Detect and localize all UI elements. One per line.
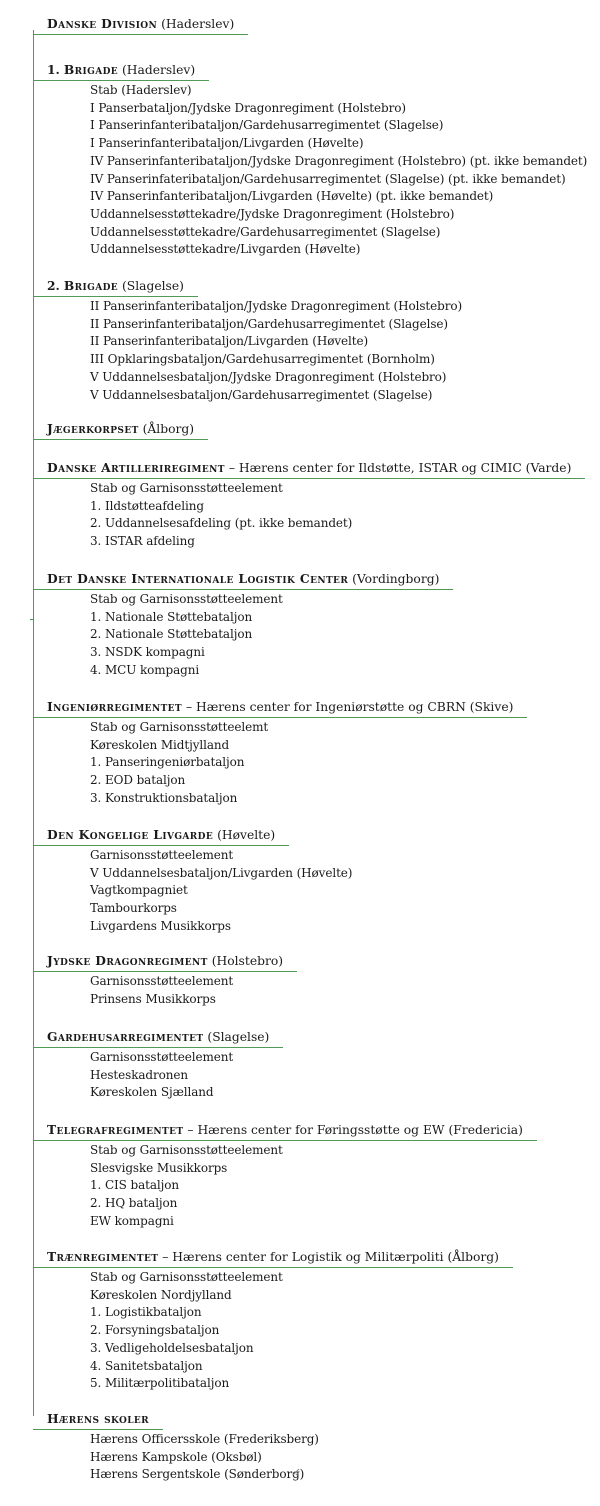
section bbox=[33, 275, 462, 404]
unit-item: Uddannelsesstøttekadre/Livgarden (Høvelte) bbox=[90, 242, 361, 257]
unit-item: Hærens Sergentskole (Sønderborg) bbox=[90, 1467, 305, 1482]
unit-item: II Panserinfanteribataljon/Jydske Dragonregiment (Holstebro) bbox=[90, 299, 463, 313]
section-name: Gardehusarregimentet bbox=[47, 1029, 204, 1044]
unit-list bbox=[33, 1431, 319, 1484]
section-heading bbox=[33, 827, 289, 846]
section-heading bbox=[33, 699, 527, 718]
unit-item: IV Panserinfateribataljon/Gardehusarregimentet (Slagelse) (pt. ikke bemandet) bbox=[90, 171, 566, 186]
section-suffix: (Holstebro) bbox=[211, 954, 284, 968]
section-suffix: (Vordingborg) bbox=[352, 572, 440, 586]
unit-list bbox=[33, 1142, 537, 1231]
section bbox=[33, 1246, 513, 1393]
unit-item: II Panserinfanteribataljon/Livgarden (Høvelte) bbox=[90, 334, 369, 349]
section-name: Det Danske Internationale Logistik Center bbox=[47, 571, 349, 586]
section-number: 2. bbox=[47, 278, 60, 293]
unit-item: 2. Nationale Støttebataljon bbox=[90, 627, 253, 642]
section-name: Jydske Dragonregiment bbox=[47, 953, 208, 968]
division-location: (Haderslev) bbox=[161, 17, 235, 31]
unit-item: 5. Militærpolitibataljon bbox=[90, 1376, 230, 1391]
unit-item: 4. MCU kompagni bbox=[90, 662, 200, 677]
unit-item: Livgardens Musikkorps bbox=[90, 918, 231, 933]
unit-list bbox=[33, 847, 352, 936]
unit-list bbox=[33, 1269, 513, 1393]
resize-grip-icon bbox=[292, 1468, 300, 1476]
section-name: Danske Artilleriregiment bbox=[47, 460, 225, 475]
unit-item: Stab og Garnisonsstøtteelement bbox=[90, 1143, 283, 1157]
unit-item: I Panserbataljon/Jydske Dragonregiment (Holstebro) bbox=[90, 100, 406, 115]
section-number: 1. bbox=[47, 62, 60, 77]
unit-item: Prinsens Musikkorps bbox=[90, 991, 216, 1006]
unit-item: Køreskolen Sjælland bbox=[90, 1085, 214, 1100]
section-name: Brigade bbox=[63, 62, 119, 77]
section bbox=[33, 568, 453, 680]
unit-list bbox=[33, 973, 297, 1008]
section-heading bbox=[33, 1029, 283, 1048]
unit-item: Hærens Officersskole (Frederiksberg) bbox=[90, 1432, 319, 1446]
unit-item: Stab og Garnisonsstøtteelement bbox=[90, 481, 283, 495]
unit-item: 1. Nationale Støttebataljon bbox=[90, 609, 253, 624]
unit-item: V Uddannelsesbataljon/Gardehusarregimentet (Slagelse) bbox=[90, 387, 433, 402]
section-name: Den Kongelige Livgarde bbox=[47, 827, 214, 842]
unit-item: EW kompagni bbox=[90, 1213, 174, 1228]
unit-item: Stab (Haderslev) bbox=[90, 83, 192, 97]
unit-item: II Panserinfanteribataljon/Gardehusarregimentet (Slagelse) bbox=[90, 316, 449, 331]
unit-item: III Opklaringsbataljon/Gardehusarregimentet (Bornholm) bbox=[90, 352, 435, 367]
section bbox=[33, 1119, 537, 1231]
section bbox=[33, 59, 587, 259]
section-name: Trænregimentet bbox=[47, 1249, 159, 1264]
unit-item: Stab og Garnisonsstøtteelement bbox=[90, 1270, 283, 1284]
section-suffix: (Ålborg) bbox=[142, 422, 195, 436]
unit-item: Uddannelsesstøttekadre/Jydske Dragonregiment (Holstebro) bbox=[90, 206, 455, 221]
unit-item: IV Panserinfanteribataljon/Jydske Dragonregiment (Holstebro) (pt. ikke bemandet) bbox=[90, 153, 588, 168]
unit-item: I Panserinfanteribataljon/Livgarden (Høvelte) bbox=[90, 136, 364, 151]
unit-item: V Uddannelsesbataljon/Jydske Dragonregiment (Holstebro) bbox=[90, 369, 447, 384]
unit-item: 1. Logistikbataljon bbox=[90, 1305, 202, 1320]
section-heading bbox=[33, 1249, 513, 1268]
unit-item: 3. Vedligeholdelsesbataljon bbox=[90, 1340, 254, 1355]
section-suffix: – Hærens center for Ildstøtte, ISTAR og CIMIC (Varde) bbox=[228, 461, 572, 475]
unit-item: 3. NSDK kompagni bbox=[90, 645, 205, 660]
section bbox=[33, 1408, 319, 1484]
unit-item: Hærens Kampskole (Oksbøl) bbox=[90, 1449, 262, 1464]
unit-item: 2. EOD bataljon bbox=[90, 773, 186, 788]
unit-list bbox=[33, 82, 587, 259]
section-heading bbox=[33, 571, 453, 590]
section-name: Jægerkorpset bbox=[47, 421, 139, 436]
section-name: Telegrafregimentet bbox=[47, 1122, 184, 1137]
unit-item: Garnisonsstøtteelement bbox=[90, 974, 234, 988]
unit-item: Uddannelsesstøttekadre/Gardehusarregimentet (Slagelse) bbox=[90, 224, 441, 239]
unit-item: Garnisonsstøtteelement bbox=[90, 1050, 234, 1064]
section bbox=[33, 824, 352, 936]
unit-item: Garnisonsstøtteelement bbox=[90, 848, 234, 862]
division-title bbox=[33, 16, 248, 35]
unit-item: Hesteskadronen bbox=[90, 1067, 189, 1082]
unit-item: 1. Ildstøtteafdeling bbox=[90, 498, 204, 513]
unit-item: Vagtkompagniet bbox=[90, 883, 188, 898]
section-heading bbox=[33, 953, 297, 972]
section-suffix: (Høvelte) bbox=[217, 828, 276, 842]
unit-list bbox=[33, 298, 462, 404]
unit-item: Køreskolen Midtjylland bbox=[90, 737, 230, 752]
section-heading bbox=[33, 421, 208, 440]
section-heading bbox=[33, 1122, 537, 1141]
unit-item: 2. Uddannelsesafdeling (pt. ikke bemandet) bbox=[90, 516, 353, 531]
unit-item: Slesvigske Musikkorps bbox=[90, 1160, 228, 1175]
unit-item: 1. Panseringeniørbataljon bbox=[90, 755, 245, 770]
division-header bbox=[33, 13, 248, 35]
section bbox=[33, 1026, 283, 1102]
unit-item: Tambourkorps bbox=[90, 901, 177, 916]
section-suffix: (Haderslev) bbox=[121, 63, 196, 77]
unit-item: 3. Konstruktionsbataljon bbox=[90, 790, 238, 805]
unit-item: Stab og Garnisonsstøtteelement bbox=[90, 592, 283, 606]
unit-list bbox=[33, 1049, 283, 1102]
section-suffix: – Hærens center for Ingeniørstøtte og CBRN (Skive) bbox=[185, 700, 514, 714]
section bbox=[33, 457, 585, 551]
unit-item: 1. CIS bataljon bbox=[90, 1178, 180, 1193]
unit-item: Køreskolen Nordjylland bbox=[90, 1287, 232, 1302]
section-name: Brigade bbox=[63, 278, 119, 293]
unit-item: IV Panserinfanteribataljon/Livgarden (Høvelte) (pt. ikke bemandet) bbox=[90, 189, 494, 204]
unit-item: V Uddannelsesbataljon/Livgarden (Høvelte) bbox=[90, 865, 353, 880]
section bbox=[33, 950, 297, 1008]
section-name: Hærens skoler bbox=[47, 1411, 150, 1426]
section-heading bbox=[33, 278, 198, 297]
unit-item: 2. HQ bataljon bbox=[90, 1196, 178, 1211]
section bbox=[33, 418, 208, 440]
unit-item: 2. Forsyningsbataljon bbox=[90, 1323, 220, 1338]
section-suffix: (Slagelse) bbox=[121, 279, 184, 293]
section-suffix: – Hærens center for Føringsstøtte og EW (Fredericia) bbox=[187, 1123, 523, 1137]
section bbox=[33, 696, 527, 808]
unit-item: I Panserinfanteribataljon/Gardehusarregimentet (Slagelse) bbox=[90, 118, 444, 133]
unit-list bbox=[33, 591, 453, 680]
unit-item: 3. ISTAR afdeling bbox=[90, 534, 195, 549]
unit-list bbox=[33, 719, 527, 808]
section-heading bbox=[33, 1411, 163, 1430]
section-heading bbox=[33, 62, 209, 81]
unit-item: 4. Sanitetsbataljon bbox=[90, 1358, 203, 1373]
unit-item: Stab og Garnisonsstøtteelemt bbox=[90, 720, 269, 734]
division-name: Danske Division bbox=[47, 16, 158, 31]
section-suffix: (Slagelse) bbox=[207, 1030, 270, 1044]
section-name: Ingeniørregimentet bbox=[47, 699, 183, 714]
section-heading bbox=[33, 460, 585, 479]
section-suffix: – Hærens center for Logistik og Militærpoliti (Ålborg) bbox=[162, 1250, 499, 1264]
unit-list bbox=[33, 480, 585, 551]
